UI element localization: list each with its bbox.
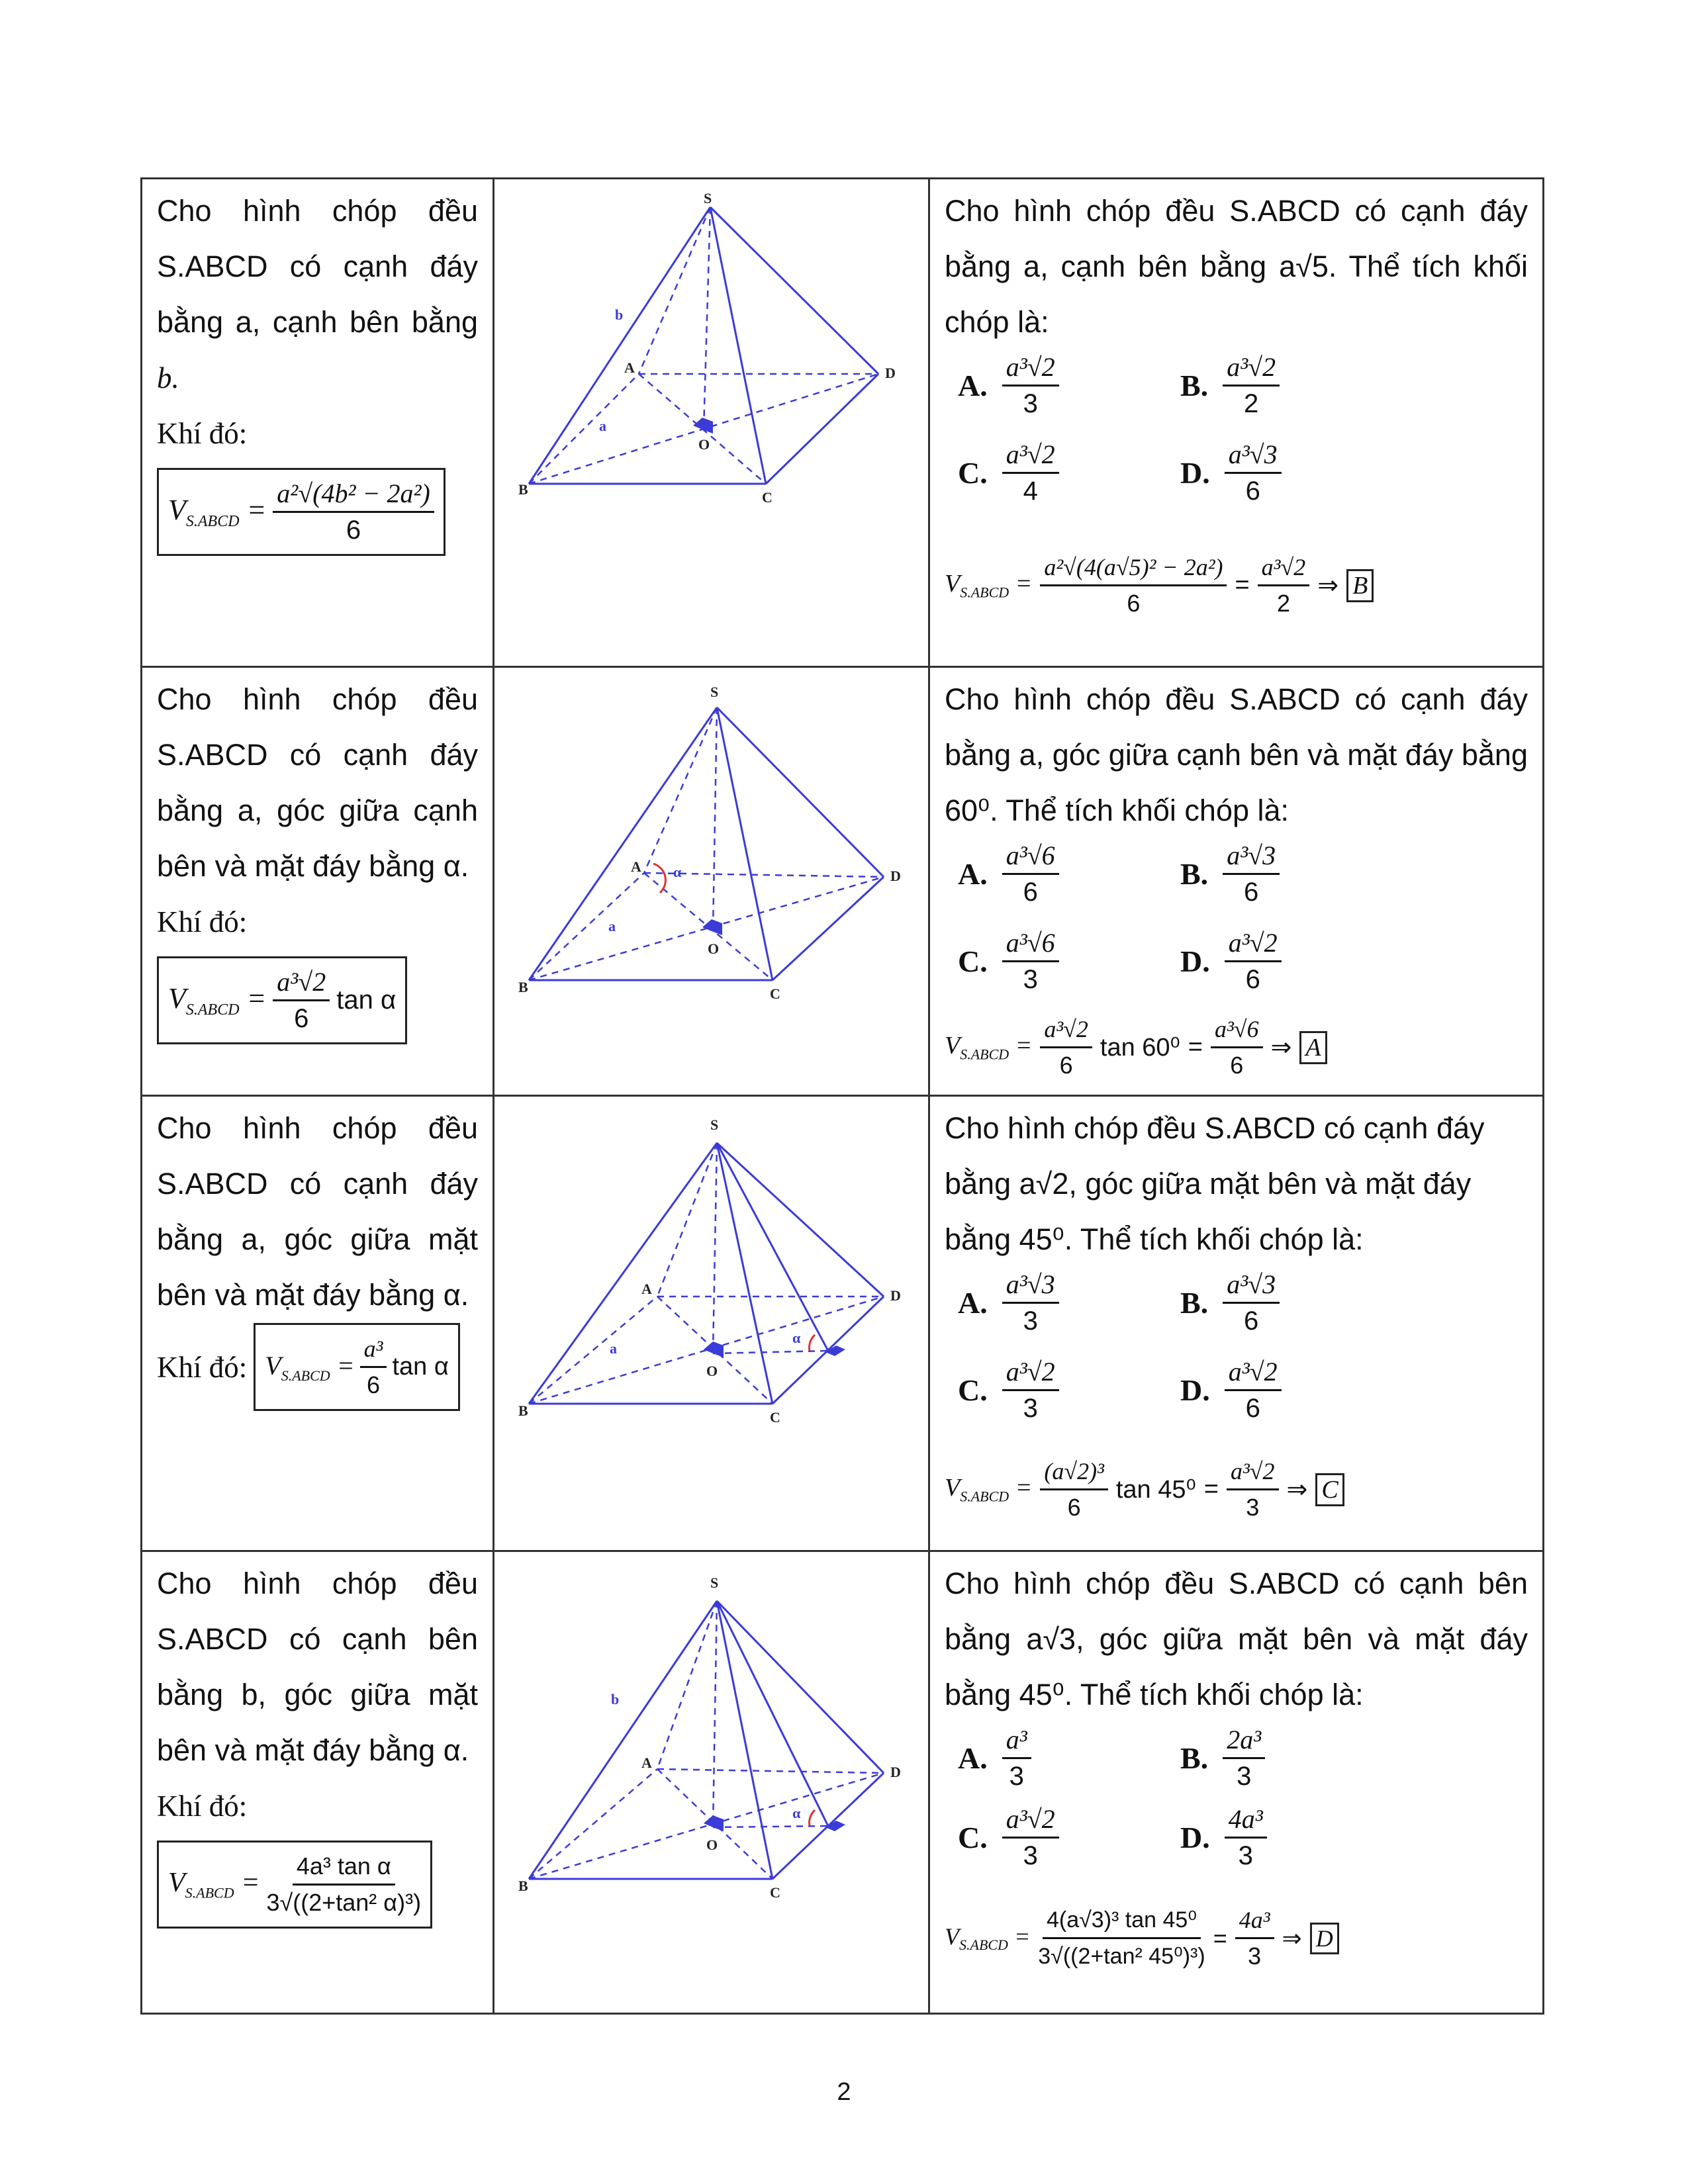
vertex-label: C [762, 489, 773, 506]
right-angle-marker [702, 919, 722, 935]
option-c[interactable] [958, 437, 1059, 508]
result-numerator: 4a³ [1235, 1903, 1274, 1939]
edge-sc [717, 1143, 773, 1404]
question-line: bằng a, cạnh bên bằng a√5. Thể tích khối [945, 250, 1528, 283]
result-denominator: 2 [1276, 590, 1290, 617]
edge-sd [710, 207, 878, 374]
edge-sc [717, 707, 773, 980]
question-cell [930, 1552, 1542, 2013]
question-line: Cho hình chóp đều S.ABCD có cạnh đáy [945, 1111, 1485, 1145]
solution-denominator: 6 [1059, 1052, 1073, 1079]
edge-sb [529, 707, 720, 980]
edge-sa [657, 1601, 717, 1769]
option-denominator: 6 [1244, 878, 1259, 907]
vertex-label: D [890, 1287, 901, 1304]
desc-line: bên và mặt đáy bằng α. [157, 1733, 469, 1767]
volume-symbol: V [168, 1868, 185, 1899]
height-so [713, 1143, 717, 1353]
description-cell [142, 668, 494, 1095]
solution-numerator: a³√2 [1040, 1012, 1092, 1048]
solution-denominator: 3√((2+tan² 45⁰)³) [1038, 1944, 1205, 1969]
question-line: Cho hình chóp đều S.ABCD có cạnh đáy [945, 194, 1528, 228]
edge-sb [529, 207, 710, 484]
edge-label: a [610, 1340, 617, 1357]
option-numerator: a³√2 [1002, 1802, 1059, 1839]
question-line: bằng a√2, góc giữa mặt bên và mặt đáy [945, 1167, 1472, 1201]
desc-line: S.ABCD có cạnh đáy [157, 1167, 478, 1201]
general-formula: $V_{S.ABCD}$ = $\frac{\text{a³}}{6}$ tan α [254, 1323, 460, 1411]
option-numerator: a³√2 [1223, 350, 1280, 387]
edge-label: a [608, 918, 616, 934]
solution-tan: tan 45⁰ [1115, 1476, 1196, 1504]
option-denominator: 6 [1245, 477, 1260, 506]
vertex-label: O [706, 1837, 718, 1853]
table-row [142, 1552, 1542, 2013]
option-numerator: a³√3 [1223, 1267, 1280, 1304]
volume-symbol: V [168, 982, 186, 1015]
result-denominator: 6 [1230, 1052, 1244, 1079]
answer-box: A [1299, 1031, 1327, 1064]
option-denominator: 4 [1023, 477, 1038, 506]
vertex-label: A [624, 359, 635, 376]
option-numerator: a³√2 [1002, 1355, 1059, 1391]
option-numerator: 2a³ [1223, 1723, 1265, 1759]
option-label: B. [1180, 1286, 1209, 1320]
answer-box: B [1346, 569, 1374, 602]
right-angle-marker [693, 418, 713, 433]
option-denominator: 3 [1023, 389, 1038, 418]
vertex-label: C [770, 985, 780, 1002]
volume-subscript: S.ABCD [185, 512, 240, 530]
page-number: 2 [837, 2078, 851, 2106]
vertex-label: S [704, 190, 712, 206]
option-denominator: 3 [1023, 1394, 1038, 1423]
edge-sd [717, 1143, 884, 1297]
option-d[interactable] [1180, 1355, 1282, 1426]
option-label: B. [1180, 369, 1209, 402]
solution-numerator: 4(a√3)³ tan 45⁰ [1043, 1903, 1201, 1939]
vertex-label: S [710, 1574, 719, 1591]
solution-denominator: 6 [1127, 590, 1141, 617]
volume-subscript: S.ABCD [281, 1367, 330, 1384]
vertex-label: A [631, 858, 641, 875]
result-numerator: a³√6 [1211, 1012, 1263, 1048]
khi-do-label: Khí đó: [157, 1790, 248, 1823]
angle-label: α [673, 864, 682, 880]
solution-numerator: (a√2)³ [1040, 1454, 1108, 1490]
table-row [142, 668, 1542, 1097]
option-numerator: a³ [1002, 1723, 1031, 1759]
formula-denominator: 6 [346, 516, 361, 545]
diagram-cell [494, 668, 930, 1095]
solution: $V_{S.ABCD}$ = $\frac{\text{a²√(4(a√5)² − 2a²)}}{6}$ = $\frac{\text{a³√2}}{2}$ ⇒ B [945, 550, 1374, 621]
volume-subscript: S.ABCD [185, 1001, 240, 1019]
edge-ab [529, 374, 639, 484]
volume-symbol: V [945, 1032, 961, 1060]
vertex-label: C [770, 1884, 780, 1901]
apothem [717, 1601, 828, 1826]
oi-segment [713, 1826, 828, 1827]
question-line: bằng 45⁰. Thể tích khối chóp là: [945, 1222, 1364, 1256]
option-label: B. [1180, 857, 1209, 891]
option-numerator: a³√2 [1225, 1355, 1282, 1391]
option-numerator: 4a³ [1225, 1802, 1267, 1839]
volume-symbol: V [945, 570, 961, 598]
right-angle-marker [704, 1342, 724, 1357]
option-label: C. [958, 456, 988, 490]
vertex-label: S [710, 1116, 719, 1133]
right-angle-marker [825, 1821, 845, 1831]
question-line: Cho hình chóp đều S.ABCD có cạnh đáy [945, 682, 1528, 716]
result-denominator: 3 [1246, 1494, 1260, 1521]
edge-sd [717, 707, 884, 877]
desc-line: bằng a, góc giữa mặt [157, 1222, 478, 1256]
answer-options [945, 839, 1528, 1017]
edge-sd [717, 1601, 884, 1773]
vertex-label: D [890, 1764, 901, 1780]
desc-line: bên và mặt đáy bằng α. [157, 849, 469, 883]
option-denominator: 6 [1244, 1306, 1259, 1336]
angle-label: α [792, 1330, 801, 1346]
volume-subscript: S.ABCD [960, 1488, 1009, 1505]
option-numerator: a³√3 [1223, 839, 1280, 875]
question-line: bằng 45⁰. Thể tích khối chóp là: [945, 1678, 1364, 1711]
vertex-label: O [698, 436, 710, 453]
option-label: D. [1180, 1821, 1210, 1854]
formula-denominator: 3√((2+tan² α)³) [266, 1889, 422, 1916]
description-cell [142, 1097, 494, 1550]
option-a[interactable] [958, 350, 1059, 421]
desc-line: bằng a, góc giữa cạnh [157, 794, 478, 827]
edge-cd [766, 374, 878, 484]
option-label: A. [958, 1286, 988, 1320]
height-so [713, 707, 717, 931]
formula-numerator: a³√2 [273, 965, 330, 1001]
option-denominator: 3 [1238, 1841, 1253, 1870]
option-denominator: 3 [1023, 965, 1038, 994]
edge-label: b [615, 306, 624, 323]
option-label: D. [1180, 944, 1210, 978]
volume-symbol: V [265, 1350, 281, 1381]
height-so [704, 207, 710, 430]
option-numerator: a³√2 [1225, 926, 1282, 962]
volume-subscript: S.ABCD [959, 1936, 1008, 1954]
option-b[interactable] [1180, 1267, 1280, 1338]
option-label: C. [958, 1821, 988, 1854]
right-angle-marker [825, 1345, 845, 1356]
option-c[interactable] [958, 926, 1059, 997]
edge-sa [639, 207, 710, 374]
desc-line: bằng a, cạnh bên bằng [157, 305, 478, 339]
description-cell [142, 179, 494, 666]
angle-arc [653, 864, 665, 893]
vertex-label: O [708, 940, 720, 957]
formula-numerator: a³ [360, 1332, 387, 1368]
solution-numerator: a²√(4(a√5)² − 2a²) [1040, 550, 1227, 586]
height-so [713, 1601, 717, 1827]
edge-sa [657, 1143, 717, 1297]
khi-do-label: Khí đó: [157, 1350, 248, 1384]
volume-symbol: V [945, 1474, 961, 1502]
question-cell [930, 1097, 1542, 1550]
angle-arc [810, 1335, 815, 1351]
desc-line: Cho hình chóp đều [157, 1567, 478, 1600]
vertex-label: B [518, 979, 528, 995]
edge-sc [717, 1601, 773, 1879]
desc-line: bên và mặt đáy bằng α. [157, 1278, 469, 1312]
edge-sc [710, 207, 766, 484]
option-d[interactable] [1180, 1802, 1267, 1873]
answer-options [945, 350, 1528, 529]
edge-label: b [611, 1691, 620, 1707]
formula-numerator: 4a³ tan α [293, 1849, 395, 1886]
solution: $V_{S.ABCD}$ = $\frac{\text{4(a√3)³ tan 45⁰}}{\text{3√((2+tan² 45⁰)³)}}$ = $\frac{\text{4a³}}{3}$ ⇒ D [945, 1903, 1339, 1974]
edge-label: a [599, 418, 606, 434]
question-line: 60⁰. Thể tích khối chóp là: [945, 794, 1289, 827]
desc-line: S.ABCD có cạnh đáy [157, 250, 478, 283]
edge-ab [529, 1297, 657, 1404]
desc-line: S.ABCD có cạnh bên [157, 1622, 478, 1656]
option-label: D. [1180, 1373, 1210, 1407]
table-row [142, 1097, 1542, 1552]
general-formula: $V_{S.ABCD}$ = $\frac{\text{4a³ tan α}}{\text{3√((2+tan² α)³)}}$ [157, 1841, 432, 1929]
table-row [142, 179, 1542, 668]
option-c[interactable] [958, 1802, 1059, 1873]
formula-table [140, 177, 1544, 2015]
desc-line: Cho hình chóp đều [157, 194, 478, 228]
volume-subscript: S.ABCD [960, 1046, 1009, 1063]
khi-do-label: Khí đó: [157, 417, 248, 450]
result-numerator: a³√2 [1227, 1454, 1279, 1490]
option-denominator: 3 [1023, 1306, 1038, 1336]
vertex-label: B [518, 1402, 528, 1419]
option-numerator: a³√6 [1002, 926, 1059, 962]
option-denominator: 6 [1245, 965, 1260, 994]
option-a[interactable] [958, 1723, 1031, 1794]
desc-line: Cho hình chóp đều [157, 682, 478, 716]
question-line: bằng a√3, góc giữa mặt bên và mặt đáy [945, 1622, 1528, 1656]
option-numerator: a³√2 [1002, 350, 1059, 387]
result-denominator: 3 [1248, 1942, 1262, 1970]
option-denominator: 3 [1023, 1841, 1038, 1870]
right-angle-marker [704, 1815, 724, 1831]
vertex-label: B [518, 481, 528, 498]
option-label: A. [958, 857, 988, 891]
option-label: D. [1180, 456, 1210, 490]
option-numerator: a³√3 [1002, 1267, 1059, 1304]
edge-sb [529, 1601, 717, 1879]
option-denominator: 3 [1237, 1762, 1252, 1791]
option-label: C. [958, 1373, 988, 1407]
edge-sa [644, 707, 717, 873]
option-a[interactable] [958, 1267, 1059, 1338]
option-numerator: a³√2 [1002, 437, 1059, 474]
description-cell [142, 1552, 494, 2013]
option-a[interactable] [958, 839, 1059, 909]
option-numerator: a³√3 [1225, 437, 1282, 474]
answer-box: D [1310, 1923, 1339, 1954]
volume-symbol: V [945, 1923, 959, 1950]
result-numerator: a³√2 [1258, 550, 1310, 586]
desc-line: bằng b, góc giữa mặt [157, 1678, 478, 1711]
solution: $V_{S.ABCD}$ = $\frac{\text{(a√2)³}}{6}$ tan 45⁰ = $\frac{\text{a³√2}}{3}$ ⇒ C [945, 1454, 1344, 1525]
solution-denominator: 6 [1067, 1494, 1081, 1521]
option-denominator: 3 [1009, 1762, 1024, 1791]
diagram-cell [494, 1097, 930, 1550]
vertex-label: A [641, 1281, 652, 1297]
question-cell [930, 668, 1542, 1095]
desc-line: b. [157, 361, 179, 394]
vertex-label: B [518, 1878, 528, 1894]
question-line: Cho hình chóp đều S.ABCD có cạnh bên [945, 1567, 1528, 1600]
solution-tan: tan 60⁰ [1100, 1034, 1180, 1062]
vertex-label: A [641, 1754, 652, 1771]
option-numerator: a³√6 [1002, 839, 1059, 875]
oi-segment [713, 1351, 828, 1353]
option-denominator: 6 [1245, 1394, 1260, 1423]
question-line: bằng a, góc giữa cạnh bên và mặt đáy bằng [945, 738, 1528, 772]
option-c[interactable] [958, 1355, 1059, 1426]
formula-tail: tan α [336, 985, 397, 1015]
desc-line: Cho hình chóp đều [157, 1111, 478, 1145]
pyramid-diagram [494, 668, 926, 1095]
option-label: A. [958, 369, 988, 402]
vertex-label: O [706, 1363, 718, 1379]
question-cell [930, 179, 1542, 666]
formula-denominator: 6 [294, 1004, 309, 1033]
option-d[interactable] [1180, 437, 1282, 508]
formula-denominator: 6 [367, 1371, 381, 1398]
option-denominator: 2 [1244, 389, 1259, 418]
volume-subscript: S.ABCD [185, 1884, 234, 1901]
pyramid-diagram [494, 1097, 926, 1550]
solution: $V_{S.ABCD}$ = $\frac{\text{a³√2}}{6}$ tan 60⁰ = $\frac{\text{a³√6}}{6}$ ⇒ A [945, 1012, 1327, 1083]
answer-options [945, 1267, 1528, 1446]
answer-options [945, 1723, 1528, 1888]
edge-ad [657, 1769, 884, 1773]
volume-subscript: S.ABCD [960, 584, 1009, 601]
general-formula: $V_{S.ABCD}$ = $\frac{\text{a³√2}}{6}$ tan α [157, 956, 407, 1044]
khi-do-label: Khí đó: [157, 905, 248, 938]
diagram-cell [494, 1552, 930, 2013]
question-line: chóp là: [945, 305, 1049, 339]
desc-line: S.ABCD có cạnh đáy [157, 738, 478, 772]
pyramid-diagram [494, 179, 926, 666]
angle-arc [810, 1810, 815, 1826]
vertex-label: D [890, 868, 901, 884]
option-b[interactable] [1180, 1723, 1265, 1794]
general-formula: $V_{S.ABCD}$ = $\frac{\text{a²√(4b² − 2a²)}}{6}$ [157, 468, 445, 556]
vertex-label: S [710, 684, 719, 700]
diagram-cell [494, 179, 930, 666]
edge-sb [529, 1143, 717, 1404]
pyramid-diagram [494, 1552, 926, 2011]
formula-tail: tan α [392, 1353, 449, 1381]
vertex-label: C [770, 1409, 780, 1426]
volume-symbol: V [168, 494, 186, 527]
option-denominator: 6 [1023, 878, 1038, 907]
option-b[interactable] [1180, 350, 1280, 421]
apothem [717, 1143, 828, 1351]
option-d[interactable] [1180, 926, 1282, 997]
formula-numerator: a²√(4b² − 2a²) [273, 477, 434, 513]
vertex-label: D [885, 365, 896, 381]
option-b[interactable] [1180, 839, 1280, 909]
answer-box: C [1315, 1473, 1344, 1506]
option-label: C. [958, 944, 988, 978]
angle-label: α [792, 1805, 801, 1821]
option-label: B. [1180, 1741, 1209, 1775]
option-label: A. [958, 1741, 988, 1775]
